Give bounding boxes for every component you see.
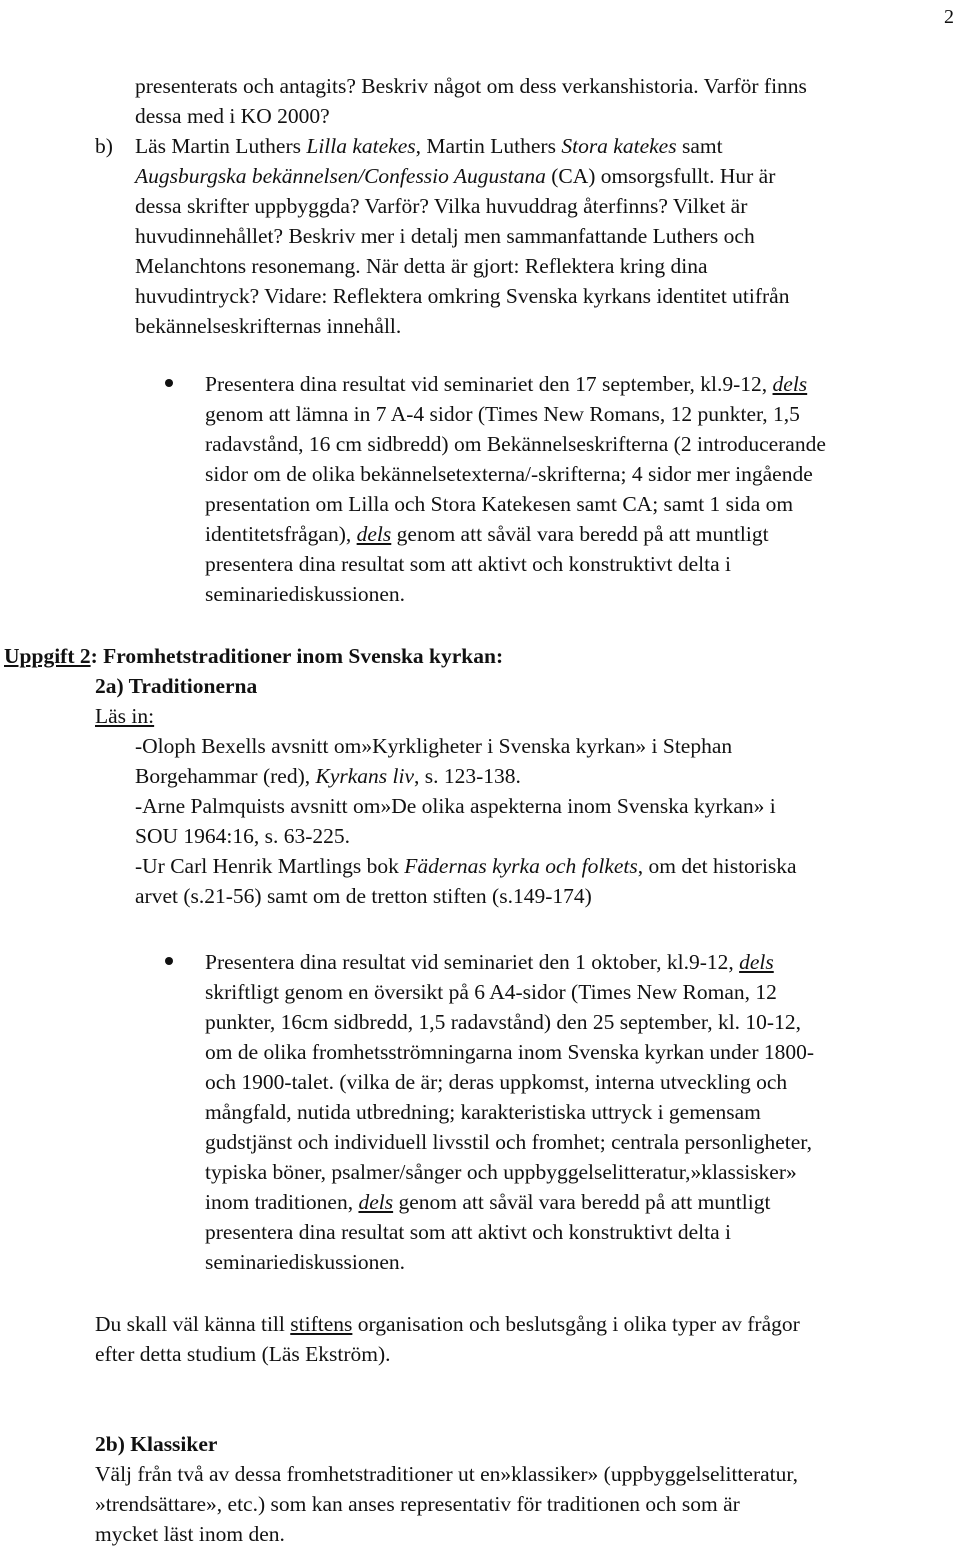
text-line: genom att lämna in 7 A-4 sidor (Times New Romans, 12 punkter, 1,5 (205, 402, 800, 426)
text-line: dessa skrifter uppbyggda? Varför? Vilka huvuddrag återfinns? Vilket är (135, 194, 748, 218)
subsection-heading-2a: 2a) Traditionerna (95, 674, 258, 698)
reading-label: Läs in: (95, 704, 155, 728)
text-line: Läs Martin Luthers Lilla katekes, Martin Luthers Stora katekes samt (135, 134, 723, 158)
text-line: Melanchtons resonemang. När detta är gjort: Reflektera kring dina (135, 254, 708, 278)
text-line: gudstjänst och individuell livsstil och fromhet; centrala personligheter, (205, 1130, 812, 1154)
section-heading: Uppgift 2: Fromhetstraditioner inom Svenska kyrkan: (4, 644, 504, 668)
text-line: seminariediskussionen. (205, 582, 406, 606)
reading-item: -Oloph Bexells avsnitt om»Kyrkligheter i Svenska kyrkan» i Stephan (135, 734, 733, 758)
text-line: bekännelseskrifternas innehåll. (135, 314, 402, 338)
text-line: identitetsfrågan), dels genom att såväl vara beredd på att muntligt (205, 522, 769, 546)
list-marker-b: b) (95, 134, 113, 158)
text-line: inom traditionen, dels genom att såväl vara beredd på att muntligt (205, 1190, 771, 1214)
subsection-heading-2b: 2b) Klassiker (95, 1432, 218, 1456)
text-line: presenterats och antagits? Beskriv något om dess verkanshistoria. Varför finns (135, 74, 807, 98)
text-line: huvudintryck? Vidare: Reflektera omkring Svenska kyrkans identitet utifrån (135, 284, 790, 308)
text-line: typiska böner, psalmer/sånger och uppbyggelselitteratur,»klassisker» (205, 1160, 797, 1184)
bullet-icon (165, 379, 173, 387)
text-line: skriftligt genom en översikt på 6 A4-sidor (Times New Roman, 12 (205, 980, 777, 1004)
text-line: Presentera dina resultat vid seminariet den 17 september, kl.9-12, dels (205, 372, 808, 396)
text-line: seminariediskussionen. (205, 1250, 406, 1274)
text-line: presentera dina resultat som att aktivt och konstruktivt delta i (205, 1220, 732, 1244)
text-line: sidor om de olika bekännelsetexterna/-skrifterna; 4 sidor mer ingående (205, 462, 813, 486)
page-number: 2 (944, 6, 954, 28)
text-line: efter detta studium (Läs Ekström). (95, 1342, 391, 1366)
text-line: Välj från två av dessa fromhetstraditioner ut en»klassiker» (uppbyggelselitteratur, (95, 1462, 799, 1486)
text-line: punkter, 16cm sidbredd, 1,5 radavstånd) den 25 september, kl. 10-12, (205, 1010, 801, 1034)
text-line: om de olika fromhetsströmningarna inom Svenska kyrkan under 1800- (205, 1040, 815, 1064)
text-line: radavstånd, 16 cm sidbredd) om Bekännelseskrifterna (2 introducerande (205, 432, 826, 456)
reading-item: arvet (s.21-56) samt om de tretton stiften (s.149-174) (135, 884, 592, 908)
text-line: presentation om Lilla och Stora Katekesen samt CA; samt 1 sida om (205, 492, 794, 516)
text-line: presentera dina resultat som att aktivt och konstruktivt delta i (205, 552, 732, 576)
text-line: Augsburgska bekännelsen/Confessio Augustana (CA) omsorgsfullt. Hur är (135, 164, 776, 188)
bullet-icon (165, 957, 173, 965)
reading-item: -Ur Carl Henrik Martlings bok Fädernas kyrka och folkets, om det historiska (135, 854, 797, 878)
reading-item: SOU 1964:16, s. 63-225. (135, 824, 351, 848)
text-line: och 1900-talet. (vilka de är; deras uppkomst, interna utveckling och (205, 1070, 788, 1094)
text-line: huvudinnehållet? Beskriv mer i detalj men sammanfattande Luthers och (135, 224, 755, 248)
reading-item: -Arne Palmquists avsnitt om»De olika aspekterna inom Svenska kyrkan» i (135, 794, 776, 818)
text-line: »trendsättare», etc.) som kan anses representativ för traditionen och som är (95, 1492, 740, 1516)
text-line: mycket läst inom den. (95, 1522, 285, 1546)
text-line: Presentera dina resultat vid seminariet den 1 oktober, kl.9-12, dels (205, 950, 774, 974)
text-line: Du skall väl känna till stiftens organisation och beslutsgång i olika typer av frågor (95, 1312, 800, 1336)
text-line: mångfald, nutida utbredning; karakteristiska uttryck i gemensam (205, 1100, 761, 1124)
text-line: dessa med i KO 2000? (135, 104, 330, 128)
reading-item: Borgehammar (red), Kyrkans liv, s. 123-138. (135, 764, 521, 788)
